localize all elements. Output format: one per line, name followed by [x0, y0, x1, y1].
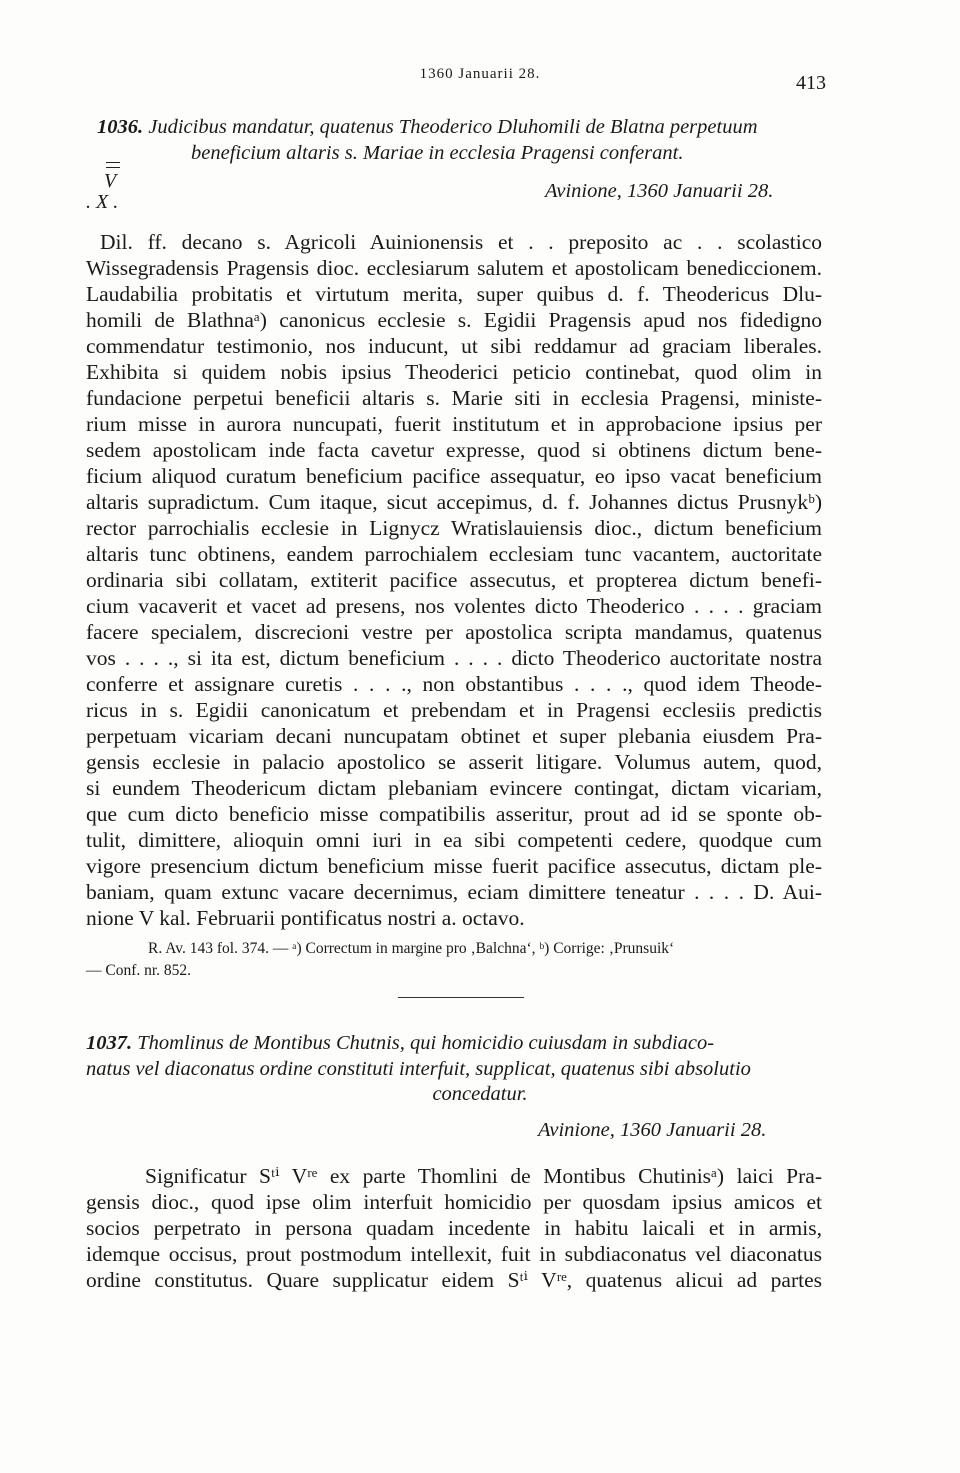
doc-1036-place-date: Avinione, 1360 Januarii 28. — [545, 180, 774, 202]
body-line: Dil. ff. decano s. Agricoli Auinionensis et . . preposito ac . . scolastico — [100, 230, 822, 254]
body-line: ordine constitutus. Quare supplicatur eidem Sᵗⁱ Vʳᵉ, quatenus alicui ad partes — [86, 1268, 822, 1292]
body-line: que cum dicto beneficio misse compatibilis asseritur, prout ad id se sponte ob- — [86, 802, 822, 826]
body-line: Laudabilia probitatis et virtutum merita, super quibus d. f. Theodericus Dlu- — [86, 282, 822, 306]
body-line: gensis dioc., quod ipse olim interfuit homicidio per quosdam ipsius amicos et — [86, 1190, 822, 1214]
body-line: nione V kal. Februarii pontificatus nostri a. octavo. — [86, 906, 525, 930]
doc-1037-title-line-1: Thomlinus de Montibus Chutnis, qui homicidio cuiusdam in subdiaco- — [137, 1032, 715, 1054]
body-line: socios perpetrato in persona quadam incedente in habitu laicali et in armis, — [86, 1216, 822, 1240]
body-line: altaris supradictum. Cum itaque, sicut accepimus, d. f. Johannes dictus Prusnykᵇ) — [86, 490, 822, 514]
running-header: 1360 Januarii 28. — [419, 66, 541, 82]
margin-mark-bottom: . X . — [86, 191, 119, 213]
body-line: fundacione perpetui beneficii altaris s. Marie siti in ecclesia Pragensi, ministe- — [86, 386, 822, 410]
body-line: tulit, dimittere, alioquin omni iuri in ea sibi competenti cedere, quodque cum — [86, 828, 822, 852]
margin-mark-bar-2 — [106, 167, 120, 168]
body-line: perpetuam vicariam decani nuncupatam obtinet et super plebania eiusdem Pra- — [86, 724, 822, 748]
margin-mark-bar — [106, 162, 120, 163]
margin-mark-top: V — [104, 170, 117, 192]
body-line: commendatur testimonio, nos inducunt, ut sibi reddamur ad graciam liberales. — [86, 334, 822, 358]
body-line: rector parrochialis ecclesie in Lignycz Wratislauiensis dioc., dictum beneficium — [86, 516, 822, 540]
body-line: Wissegradensis Pragensis dioc. ecclesiarum salutem et apostolicam benediccionem. — [86, 256, 822, 280]
body-line: cium vacaverit et vacet ad presens, nos volentes dicto Theoderico . . . . graciam — [86, 594, 822, 618]
doc-1037-place-date: Avinione, 1360 Januarii 28. — [538, 1119, 767, 1141]
body-line: baniam, quam extunc vacare decernimus, eciam dimittere teneatur . . . . D. Aui- — [86, 880, 822, 904]
body-line: altaris tunc obtinens, eandem parrochialem ecclesiam tunc vacantem, auctoritate — [86, 542, 822, 566]
body-line: facere specialem, discrecioni vestre per apostolica scripta mandamus, quatenus — [86, 620, 822, 644]
page-number: 413 — [796, 72, 826, 94]
body-line: si eundem Theodericum dictam plebaniam evincere contingat, dictam vicariam, — [86, 776, 822, 800]
section-divider — [398, 997, 524, 998]
body-line: vigore presencium dictum beneficium misse fuerit pacifice assecutus, dictam ple- — [86, 854, 822, 878]
body-line: conferre et assignare curetis . . . ., non obstantibus . . . ., quod idem Theode- — [86, 672, 822, 696]
body-line: ricus in s. Egidii canonicatum et prebendam et in Pragensi ecclesiis predictis — [86, 698, 822, 722]
body-line: sedem apostolicam inde facta cavetur expresse, quod si obtinens dictum bene- — [86, 438, 822, 462]
doc-1036-note-line-2: — Conf. nr. 852. — [86, 962, 192, 979]
doc-1037-number: 1037. — [86, 1032, 133, 1054]
body-line: Significatur Sᵗⁱ Vʳᵉ ex parte Thomlini de Montibus Chutinisᵃ) laici Pra- — [145, 1164, 822, 1188]
body-line: ordinaria sibi collatam, extiterit pacifice assecutus, et propterea dictum benefi- — [86, 568, 822, 592]
body-line: vos . . . ., si ita est, dictum beneficium . . . . dicto Theoderico auctoritate nostra — [86, 646, 822, 670]
doc-1036-number: 1036. — [97, 116, 144, 138]
body-line: Exhibita si quidem nobis ipsius Theoderici peticio continebat, quod olim in — [86, 360, 822, 384]
body-line: gensis ecclesie in palacio apostolico se asserit litigare. Volumus autem, quod, — [86, 750, 822, 774]
doc-1036-title-line-1: Judicibus mandatur, quatenus Theoderico Dluhomili de Blatna perpetuum — [148, 116, 758, 138]
doc-1036-title-line-2: beneficium altaris s. Mariae in ecclesia Pragensi conferant. — [191, 142, 684, 164]
body-line: idemque occisus, prout postmodum intellexit, fuit in subdiaconatus vel diaconatus — [86, 1242, 822, 1266]
body-line: ficium aliquod curatum beneficium pacifice assequatur, eo ipso vacat beneficium — [86, 464, 822, 488]
doc-1037-title-line-2: natus vel diaconatus ordine constituti interfuit, supplicat, quatenus sibi absolutio — [86, 1058, 751, 1080]
body-line: rium misse in aurora nuncupati, fuerit institutum et in approbacione ipsius per — [86, 412, 822, 436]
body-line: homili de Blathnaᵃ) canonicus ecclesie s. Egidii Pragensis apud nos fidedigno — [86, 308, 822, 332]
doc-1036-note-line-1: R. Av. 143 fol. 374. — ᵃ) Correctum in margine pro ‚Balchna‘, ᵇ) Corrige: ‚Prunsuik‘ — [148, 940, 675, 957]
doc-1037-title-line-3: concedatur. — [432, 1083, 528, 1105]
